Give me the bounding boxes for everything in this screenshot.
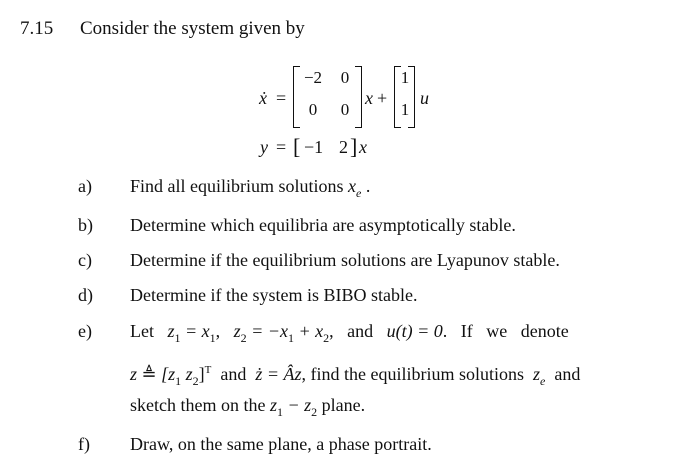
problem-title: Consider the system given by	[80, 18, 305, 39]
matrix-a-cell: 0	[340, 68, 350, 87]
matrix-a-cell: 0	[340, 100, 350, 119]
x-var: x	[365, 88, 373, 108]
problem-number: 7.15	[20, 18, 54, 39]
x-var: x	[359, 137, 367, 157]
item-label-e: e)	[78, 321, 92, 341]
c-left-bracket: [	[293, 134, 301, 159]
equals-sign: =	[276, 137, 287, 157]
item-e-line3: sketch them on the $z_1 - z_2$ plane.	[130, 395, 366, 419]
vector-b-right-bracket	[408, 66, 415, 128]
vector-b-cell: 1	[400, 100, 410, 119]
vector-b-cell: 1	[400, 68, 410, 87]
u-var: u	[420, 88, 429, 108]
plus-sign: +	[377, 88, 388, 108]
item-label-c: c)	[78, 250, 92, 270]
c-right-bracket: ]	[350, 134, 358, 159]
item-label-a: a)	[78, 176, 92, 196]
item-d-text: Determine if the system is BIBO stable.	[130, 285, 418, 305]
y-symbol: y	[260, 137, 268, 157]
item-e-line2: z ≜ [$z_1$ $z_2]^T$ and ż = Âz, find the equilibrium solutions $z_e$ and	[130, 364, 581, 388]
item-a-text: Find all equilibrium solutions $x_e$ .	[130, 176, 371, 200]
matrix-a-right-bracket	[355, 66, 362, 128]
item-label-f: f)	[78, 434, 90, 454]
item-c-text: Determine if the equilibrium solutions are Lyapunov stable.	[130, 250, 560, 270]
matrix-a-cell: −2	[303, 68, 323, 87]
item-label-b: b)	[78, 215, 93, 235]
matrix-a-cell: 0	[308, 100, 318, 119]
c-cell: 2	[339, 137, 348, 157]
item-label-d: d)	[78, 285, 93, 305]
c-cell: −1	[304, 137, 324, 157]
item-e-line1: Let $z_1 = x_1$, $z_2 = -x_1 + x_2$, and u(t) = 0. If we denote	[130, 321, 569, 345]
matrix-a-left-bracket	[293, 66, 300, 128]
equals-sign: =	[276, 88, 287, 108]
item-b-text: Determine which equilibria are asymptotically stable.	[130, 215, 516, 235]
item-f-text: Draw, on the same plane, a phase portrait.	[130, 434, 432, 454]
xdot-symbol: ẋ	[259, 88, 267, 108]
